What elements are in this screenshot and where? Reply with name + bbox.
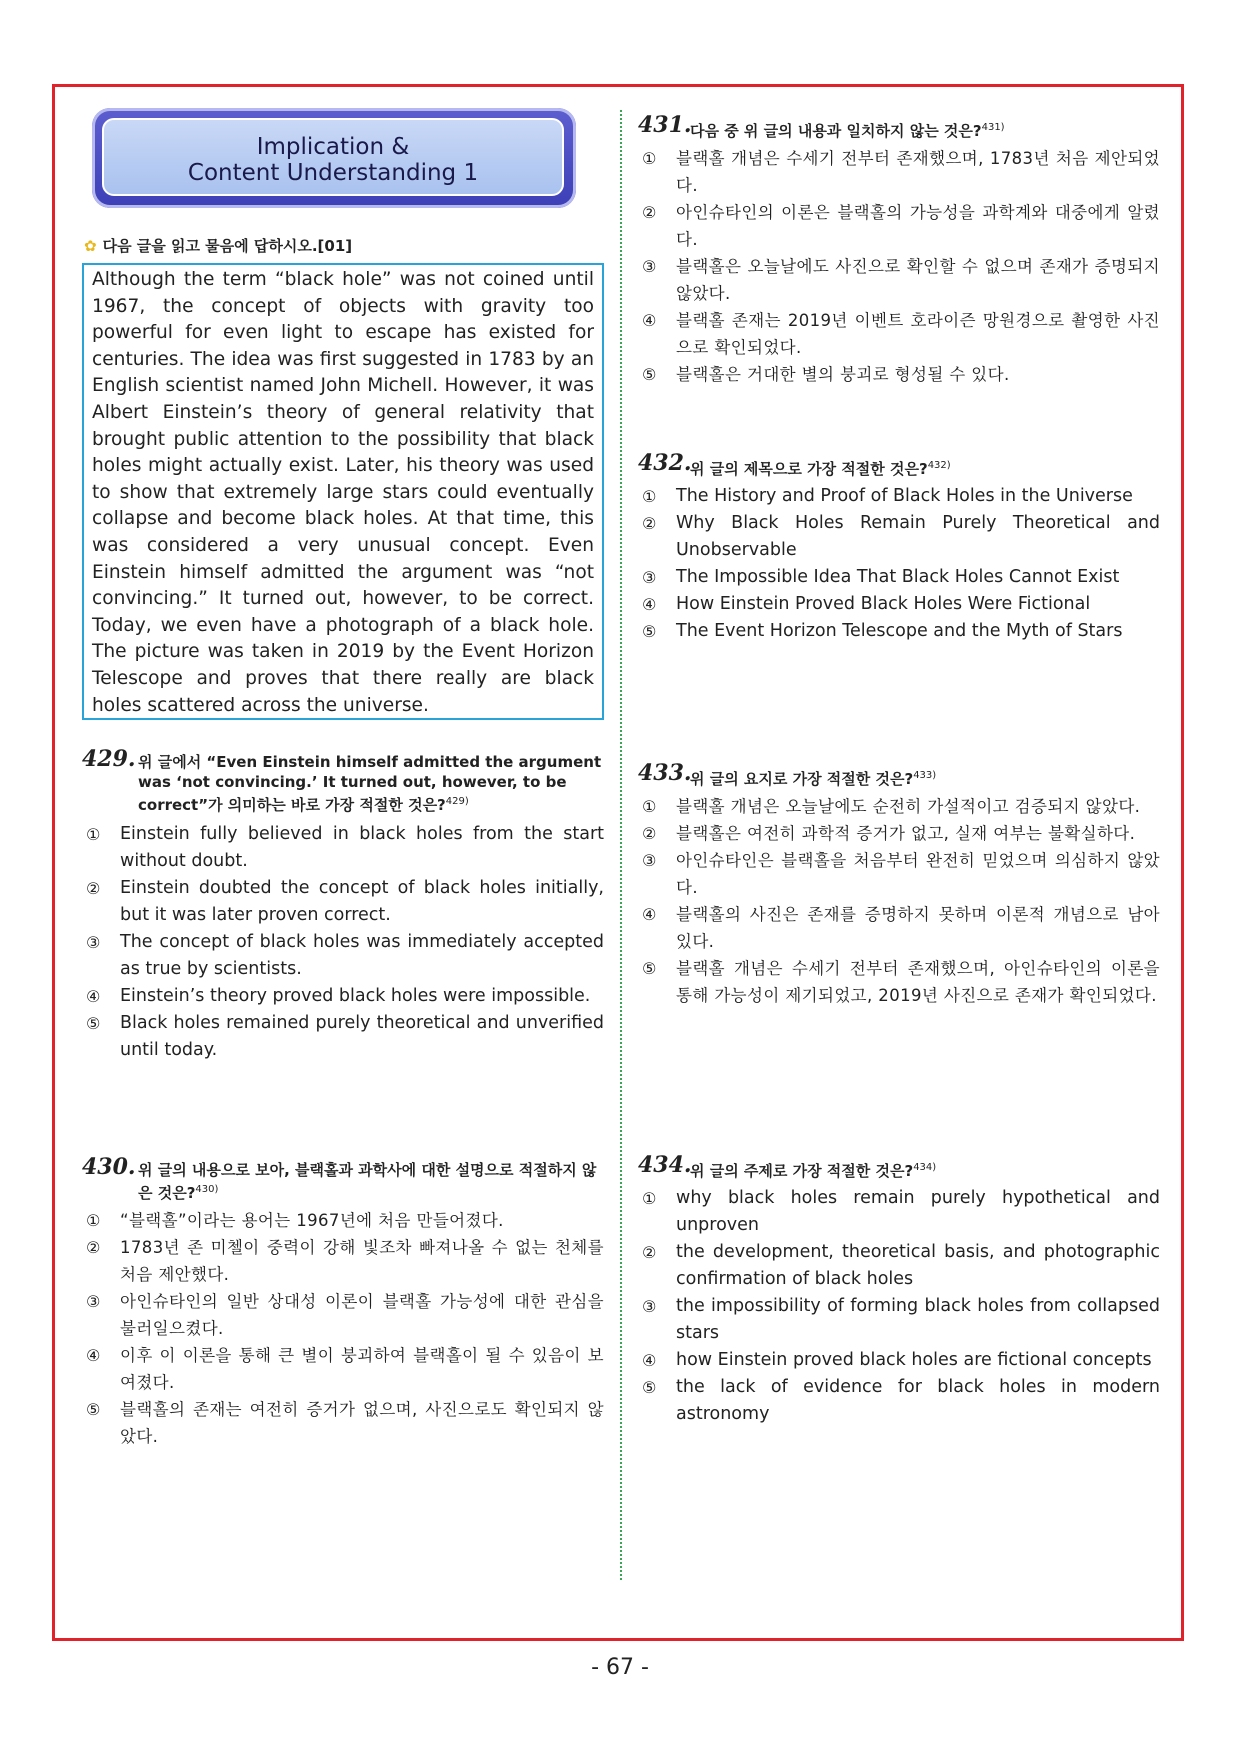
option-text: the impossibility of forming black holes from collapsed stars <box>676 1296 1160 1343</box>
option-text: The History and Proof of Black Holes in the Universe <box>676 486 1133 506</box>
question-stem <box>638 760 1160 789</box>
option-text: 이후 이 이론을 통해 큰 별이 붕괴하여 블랙홀이 될 수 있음이 보여졌다. <box>120 1346 604 1392</box>
option-5[interactable] <box>638 618 1160 645</box>
option-3[interactable] <box>638 847 1160 901</box>
section-title-line1: Implication & <box>256 134 410 160</box>
question-429 <box>82 746 604 1064</box>
option-text: 블랙홀 개념은 수세기 전부터 존재했으며, 1783년 처음 제안되었다. <box>676 149 1160 195</box>
option-1[interactable] <box>638 793 1160 820</box>
option-marker: ③ <box>86 1292 101 1311</box>
option-list <box>638 1185 1160 1428</box>
option-marker: ② <box>642 824 657 843</box>
option-1[interactable] <box>638 1185 1160 1239</box>
option-3[interactable] <box>638 1293 1160 1347</box>
option-2[interactable] <box>638 1239 1160 1293</box>
flower-icon: ✿ <box>84 237 97 255</box>
section-title-inner <box>102 118 564 196</box>
question-number: 434. <box>638 1152 692 1178</box>
question-stem <box>638 450 1160 479</box>
option-marker: ⑤ <box>642 1378 657 1397</box>
option-text: 블랙홀의 사진은 존재를 증명하지 못하며 이론적 개념으로 남아 있다. <box>676 905 1160 951</box>
option-2[interactable] <box>638 820 1160 847</box>
question-ref: 434) <box>913 1162 937 1173</box>
question-text: 위 글의 제목으로 가장 적절한 것은? <box>690 460 928 478</box>
option-marker: ② <box>642 203 657 222</box>
option-marker: ① <box>642 797 657 816</box>
option-marker: ⑤ <box>642 622 657 641</box>
option-5[interactable] <box>638 955 1160 1009</box>
option-marker: ⑤ <box>642 365 657 384</box>
option-3[interactable] <box>638 564 1160 591</box>
option-marker: ⑤ <box>86 1400 101 1419</box>
option-marker: ② <box>86 1238 101 1257</box>
option-3[interactable] <box>82 929 604 983</box>
option-list <box>638 793 1160 1009</box>
option-2[interactable] <box>82 1234 604 1288</box>
option-5[interactable] <box>82 1010 604 1064</box>
question-430 <box>82 1154 604 1450</box>
page-number: - 67 - <box>591 1655 649 1680</box>
question-ref: 431) <box>981 122 1005 133</box>
option-4[interactable] <box>638 901 1160 955</box>
option-marker: ③ <box>642 851 657 870</box>
option-marker: ⑤ <box>642 959 657 978</box>
option-text: 블랙홀의 존재는 여전히 증거가 없으며, 사진으로도 확인되지 않았다. <box>120 1400 604 1446</box>
question-number: 432. <box>638 450 692 476</box>
option-text: “블랙홀”이라는 용어는 1967년에 처음 만들어졌다. <box>120 1211 504 1230</box>
option-marker: ① <box>86 825 101 844</box>
question-ref: 433) <box>913 770 937 781</box>
instruction-text: 다음 글을 읽고 물음에 답하시오.[01] <box>102 237 353 255</box>
section-title-banner <box>92 108 576 208</box>
option-text: The Event Horizon Telescope and the Myth of Stars <box>676 621 1123 641</box>
option-marker: ② <box>642 514 657 533</box>
option-marker: ③ <box>642 1297 657 1316</box>
option-1[interactable] <box>82 1207 604 1234</box>
option-text: why black holes remain purely hypothetical and unproven <box>676 1188 1160 1235</box>
question-text: 위 글에서 “Even Einstein himself admitted the argument was ‘not convincing.’ It turned out, however, to be correct”가 의미하는 바로 가장 적절한 것은? <box>138 753 602 814</box>
question-stem <box>638 1152 1160 1181</box>
question-number: 433. <box>638 760 692 786</box>
option-text: 블랙홀 개념은 수세기 전부터 존재했으며, 아인슈타인의 이론을 통해 가능성이 제기되었고, 2019년 사진으로 존재가 확인되었다. <box>676 959 1160 1005</box>
option-2[interactable] <box>638 199 1160 253</box>
reading-passage: Although the term “black hole” was not coined until 1967, the concept of objects with gravity too powerful for even light to escape has existed for centuries. The idea was first suggested in 1783 by an English scientist named John Michell. However, it was Albert Einstein’s theory of general relativity that brought public attention to the possibility that black holes might actually exist. Later, his theory was used to show that extremely large stars could eventually collapse and become black holes. At that time, this was considered a very unusual concept. Even Einstein himself admitted the argument was “not convincing.” It turned out, however, to be correct. Today, we even have a photograph of a black hole. The picture was taken in 2019 by the Event Horizon Telescope and proves that there really are black holes scattered across the universe. <box>82 263 604 720</box>
option-marker: ① <box>642 149 657 168</box>
option-text: 아인슈타인의 이론은 블랙홀의 가능성을 과학계와 대중에게 알렸다. <box>676 203 1160 249</box>
option-5[interactable] <box>638 361 1160 388</box>
option-5[interactable] <box>638 1374 1160 1428</box>
option-text: 블랙홀 존재는 2019년 이벤트 호라이즌 망원경으로 촬영한 사진으로 확인되었다. <box>676 311 1160 357</box>
option-marker: ④ <box>86 1346 101 1365</box>
option-text: Einstein’s theory proved black holes were impossible. <box>120 986 591 1006</box>
option-marker: ① <box>642 1189 657 1208</box>
option-marker: ③ <box>642 257 657 276</box>
option-list <box>638 145 1160 388</box>
question-434 <box>638 1152 1160 1428</box>
column-divider <box>620 110 622 1580</box>
option-1[interactable] <box>82 821 604 875</box>
option-text: 블랙홀은 오늘날에도 사진으로 확인할 수 없으며 존재가 증명되지 않았다. <box>676 257 1160 303</box>
option-text: 아인슈타인의 일반 상대성 이론이 블랙홀 가능성에 대한 관심을 불러일으켰다. <box>120 1292 604 1338</box>
option-text: 블랙홀은 거대한 별의 붕괴로 형성될 수 있다. <box>676 365 1010 384</box>
option-marker: ② <box>86 879 101 898</box>
question-ref: 429) <box>445 796 469 807</box>
option-text: Black holes remained purely theoretical and unverified until today. <box>120 1013 604 1060</box>
option-marker: ④ <box>642 1351 657 1370</box>
option-text: the development, theoretical basis, and photographic confirmation of black holes <box>676 1242 1160 1289</box>
option-4[interactable] <box>638 591 1160 618</box>
option-text: how Einstein proved black holes are fictional concepts <box>676 1350 1152 1370</box>
option-marker: ② <box>642 1243 657 1262</box>
option-text: The Impossible Idea That Black Holes Cannot Exist <box>676 567 1120 587</box>
option-marker: ④ <box>642 905 657 924</box>
question-stem <box>82 1154 604 1203</box>
option-text: 1783년 존 미첼이 중력이 강해 빛조차 빠져나올 수 없는 천체를 처음 제안했다. <box>120 1238 604 1284</box>
option-marker: ① <box>86 1211 101 1230</box>
option-4[interactable] <box>82 1342 604 1396</box>
question-text: 위 글의 주제로 가장 적절한 것은? <box>690 1162 914 1180</box>
option-4[interactable] <box>638 307 1160 361</box>
option-list <box>82 1207 604 1450</box>
option-5[interactable] <box>82 1396 604 1450</box>
question-number: 431. <box>638 112 692 138</box>
option-text: 블랙홀 개념은 오늘날에도 순전히 가설적이고 검증되지 않았다. <box>676 797 1141 816</box>
option-text: How Einstein Proved Black Holes Were Fictional <box>676 594 1091 614</box>
option-marker: ③ <box>86 933 101 952</box>
question-stem <box>82 746 604 815</box>
question-text: 다음 중 위 글의 내용과 일치하지 않는 것은? <box>690 122 982 140</box>
option-3[interactable] <box>638 253 1160 307</box>
option-2[interactable] <box>638 510 1160 564</box>
question-433 <box>638 760 1160 1009</box>
option-text: the lack of evidence for black holes in modern astronomy <box>676 1377 1160 1424</box>
section-title-line2: Content Understanding 1 <box>187 160 479 186</box>
question-number: 430. <box>82 1154 136 1180</box>
option-text: 블랙홀은 여전히 과학적 증거가 없고, 실재 여부는 불확실하다. <box>676 824 1136 843</box>
option-4[interactable] <box>638 1347 1160 1374</box>
question-text: 위 글의 내용으로 보아, 블랙홀과 과학사에 대한 설명으로 적절하지 않은 것은? <box>138 1161 597 1202</box>
option-text: Why Black Holes Remain Purely Theoretical and Unobservable <box>676 513 1160 560</box>
option-1[interactable] <box>638 145 1160 199</box>
option-marker: ④ <box>642 311 657 330</box>
option-list <box>82 821 604 1064</box>
question-431 <box>638 112 1160 388</box>
option-text: Einstein fully believed in black holes from the start without doubt. <box>120 824 604 871</box>
option-text: Einstein doubted the concept of black holes initially, but it was later proven correct. <box>120 878 604 925</box>
option-marker: ⑤ <box>86 1014 101 1033</box>
option-text: 아인슈타인은 블랙홀을 처음부터 완전히 믿었으며 의심하지 않았다. <box>676 851 1160 897</box>
instruction <box>84 235 352 256</box>
question-ref: 432) <box>927 460 951 471</box>
option-marker: ④ <box>86 987 101 1006</box>
question-ref: 430) <box>195 1184 219 1195</box>
question-stem <box>638 112 1160 141</box>
question-432 <box>638 450 1160 645</box>
option-marker: ④ <box>642 595 657 614</box>
option-list <box>638 483 1160 645</box>
option-marker: ③ <box>642 568 657 587</box>
option-4[interactable] <box>82 983 604 1010</box>
option-marker: ① <box>642 487 657 506</box>
question-number: 429. <box>82 746 136 772</box>
option-1[interactable] <box>638 483 1160 510</box>
option-text: The concept of black holes was immediately accepted as true by scientists. <box>120 932 604 979</box>
question-text: 위 글의 요지로 가장 적절한 것은? <box>690 770 914 788</box>
option-2[interactable] <box>82 875 604 929</box>
option-3[interactable] <box>82 1288 604 1342</box>
